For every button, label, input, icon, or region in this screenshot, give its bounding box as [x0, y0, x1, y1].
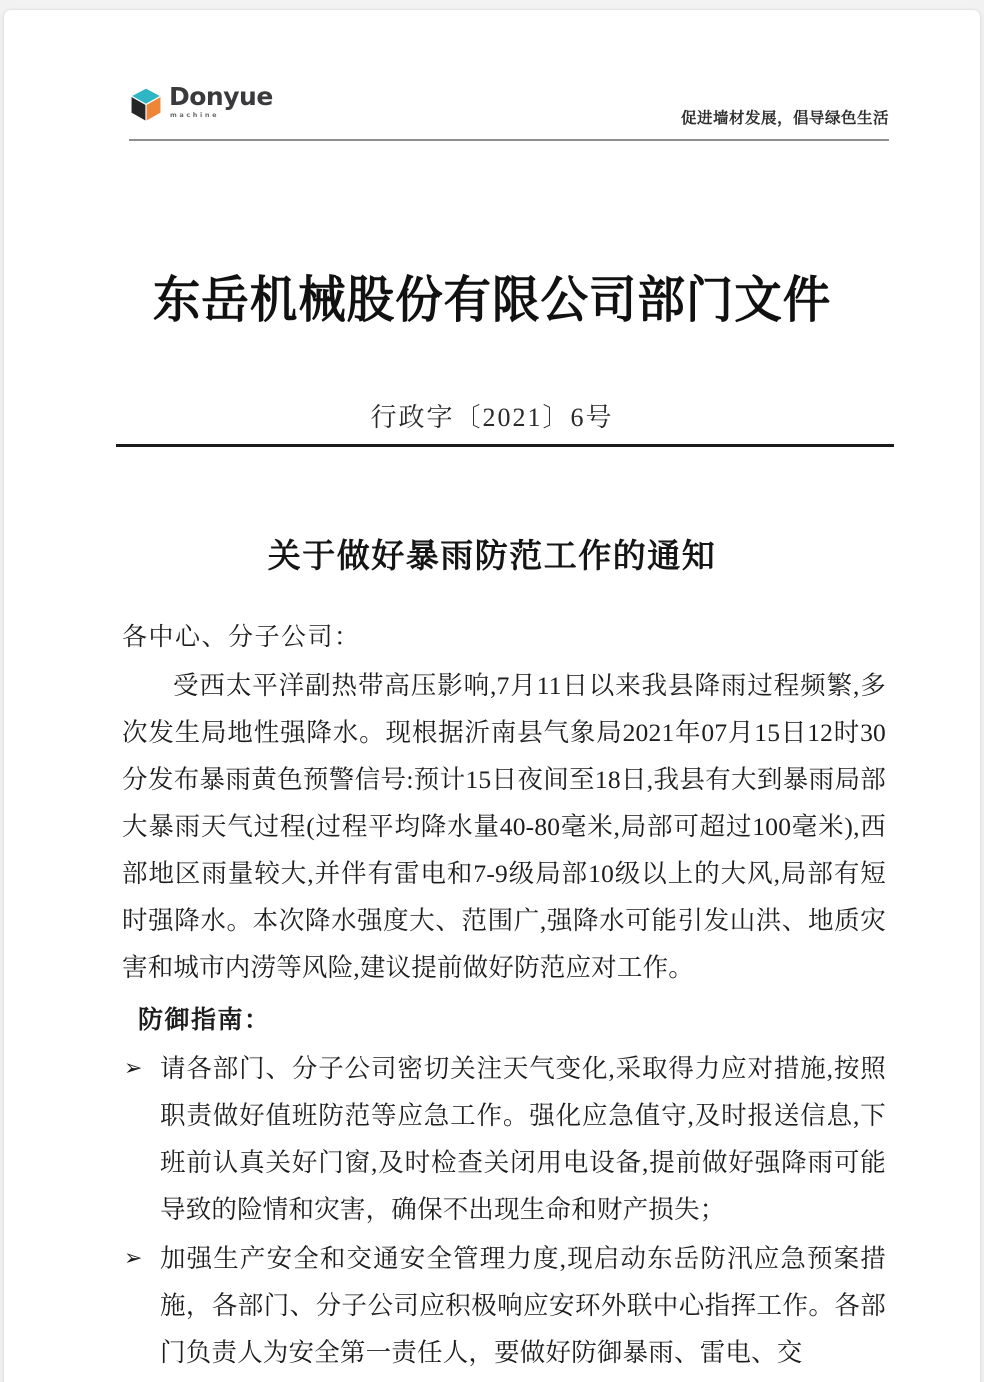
guide-bullet-list [122, 1045, 886, 1376]
document-body [122, 618, 886, 1376]
logo-name-text: Donyue [169, 82, 273, 111]
document-header [129, 84, 889, 140]
body-paragraph: 受西太平洋副热带高压影响,7月11日以来我县降雨过程频繁,多次发生局地性强降水。现根据沂南县气象局2021年07月15日12时30分发布暴雨黄色预警信号:预计15日夜间至18日,我县有大到暴雨局部大暴雨天气过程(过程平均降水量40-80毫米,局部可超过100毫米),西部地区雨量较大,并伴有雷电和7-9级局部10级以上的大风,局部有短时强降水。本次降水强度大、范围广,强降水可能引发山洪、地质灾害和城市内涝等风险,建议提前做好防范应对工作。 [122, 671, 886, 982]
company-logo [129, 84, 273, 123]
logo-wordmark [169, 84, 273, 119]
document-subject-title: 关于做好暴雨防范工作的通知 [267, 536, 717, 575]
arrow-bullet-icon: ➢ [124, 1246, 143, 1271]
list-item [122, 1235, 886, 1376]
list-item [122, 1045, 886, 1233]
cube-logo-icon [129, 87, 163, 123]
document-title: 东岳机械股份有限公司部门文件 [152, 272, 832, 328]
list-item-text: 加强生产安全和交通安全管理力度,现启动东岳防汛应急预案措施，各部门、分子公司应积极响应安环外联中心指挥工作。各部门负责人为安全第一责任人，要做好防御暴雨、雷电、交 [160, 1244, 886, 1367]
arrow-bullet-icon: ➢ [124, 1056, 143, 1081]
title-divider [116, 444, 894, 447]
company-tagline: 促进墙材发展，倡导绿色生活 [680, 109, 889, 127]
document-number: 行政字〔2021〕6号 [370, 403, 614, 432]
guide-heading: 防御指南： [138, 1005, 271, 1034]
header-divider [129, 139, 889, 141]
document-page [4, 10, 980, 1382]
logo-subtitle-text: machine [170, 111, 220, 119]
list-item-text: 请各部门、分子公司密切关注天气变化,采取得力应对措施,按照职责做好值班防范等应急工作。强化应急值守,及时报送信息,下班前认真关好门窗,及时检查关闭用电设备,提前做好强降雨可能导致的险情和灾害，确保不出现生命和财产损失； [160, 1054, 886, 1224]
salutation: 各中心、分子公司： [122, 624, 361, 651]
